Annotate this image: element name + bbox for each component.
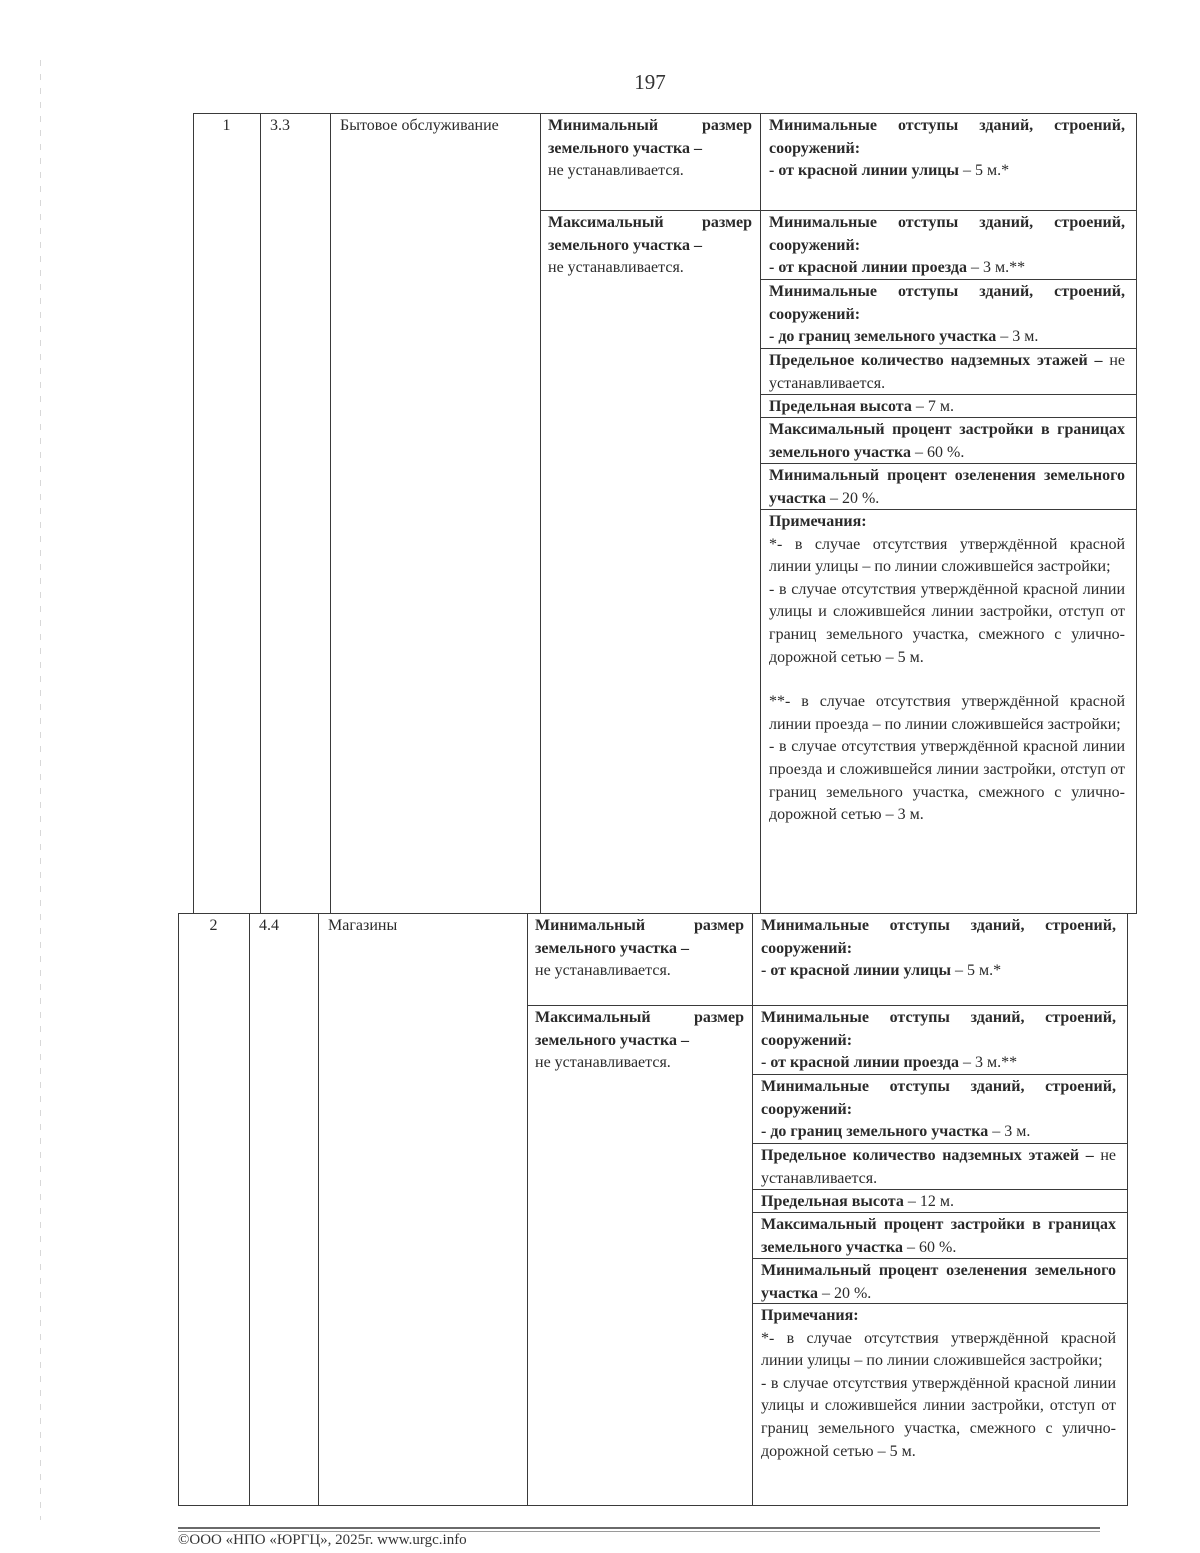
max-size-value: не устанавливается. xyxy=(535,1054,671,1072)
table-row-rule xyxy=(193,113,1137,114)
row-code-text: 4.4 xyxy=(259,917,279,934)
row-use-name-text: Магазины xyxy=(328,917,398,934)
param-value: – 60 %. xyxy=(911,443,965,461)
row-number xyxy=(182,915,245,938)
row-code-text: 3.3 xyxy=(270,117,290,134)
param-cell xyxy=(761,1191,1116,1214)
param-cell xyxy=(761,1076,1116,1144)
param-cell-rule xyxy=(752,1303,1128,1304)
param-label: Максимальный процент застройки в границах земельного участка xyxy=(769,421,1125,461)
param-value: – 60 %. xyxy=(903,1238,957,1256)
param-cell xyxy=(769,465,1125,510)
max-size-label: Максимальный размер земельного участка – xyxy=(535,1009,744,1049)
param-label: Предельная высота xyxy=(761,1193,904,1210)
param-cell xyxy=(769,115,1125,183)
param-label: Максимальный процент застройки в границах земельного участка xyxy=(761,1216,1116,1256)
footer-copyright: ©ООО «НПО «ЮРГЦ», 2025г. www.urgc.info xyxy=(178,1532,467,1548)
row-number-text: 2 xyxy=(209,917,218,934)
param-cell-rule xyxy=(752,1258,1128,1259)
param-value: не устанавливается. xyxy=(761,1147,1116,1187)
size-cell-rule xyxy=(540,210,760,211)
param-value: – 7 м. xyxy=(911,398,954,415)
min-size-label: Минимальный размер земельного участка – xyxy=(535,917,744,957)
param-label: Минимальные отступы зданий, строений, сооружений: xyxy=(761,1009,1116,1049)
row-code xyxy=(270,115,326,138)
param-label: Минимальный процент озеленения земельного участка xyxy=(769,467,1125,507)
note-paragraph: - в случае отсутствия утверждённой красной линии улицы и сложившейся линии застройки, отступ от границ земельного участка, смежного с улично-дорожной сетью – 5 м. xyxy=(769,580,1125,666)
notes-gap xyxy=(769,669,1125,691)
notes-title: Примечания: xyxy=(769,513,867,530)
row-code xyxy=(259,915,314,938)
table-column-rule xyxy=(760,113,761,913)
param-cell xyxy=(761,915,1116,983)
min-size-cell xyxy=(548,115,752,183)
param-value: – 20 %. xyxy=(817,1284,872,1302)
table-column-rule xyxy=(540,113,541,913)
table-column-rule xyxy=(178,913,179,1505)
param-cell-rule xyxy=(760,348,1137,349)
table-column-rule xyxy=(1136,113,1137,913)
param-sub: - до границ земельного участка xyxy=(769,328,997,346)
table-column-rule xyxy=(260,113,261,913)
param-sub: - от красной линии проезда xyxy=(761,1054,959,1072)
param-cell xyxy=(769,396,1125,419)
param-value: – 3 м.** xyxy=(958,1054,1018,1072)
param-value: – 3 м.** xyxy=(966,259,1026,277)
param-cell-rule xyxy=(760,417,1137,418)
table-row-rule xyxy=(178,1505,1128,1506)
max-size-cell xyxy=(535,1007,744,1075)
note-paragraph: - в случае отсутствия утверждённой красной линии проезда и сложившейся линии застройки, отступ от границ земельного участка, смежного с улично-дорожной сетью – 3 м. xyxy=(769,738,1125,824)
note-paragraph: *- в случае отсутствия утверждённой красной линии улицы – по линии сложившейся застройки; xyxy=(769,535,1125,576)
param-label: Предельное количество надземных этажей – xyxy=(769,352,1103,369)
note-paragraph: *- в случае отсутствия утверждённой красной линии улицы – по линии сложившейся застройки; xyxy=(761,1329,1116,1370)
param-cell xyxy=(769,212,1125,280)
param-value: – 5 м.* xyxy=(951,962,1002,980)
param-label: Минимальный процент озеленения земельного участка xyxy=(761,1262,1116,1302)
param-label: Минимальные отступы зданий, строений, сооружений: xyxy=(769,283,1125,323)
param-sub: - от красной линии улицы xyxy=(769,162,959,180)
param-cell-rule xyxy=(752,1074,1128,1075)
param-sub: - от красной линии улицы xyxy=(761,962,951,980)
row-number-text: 1 xyxy=(222,117,231,134)
param-label: Минимальные отступы зданий, строений, сооружений: xyxy=(761,917,1116,957)
param-value: – 3 м. xyxy=(996,328,1039,346)
footer-rule xyxy=(178,1527,1100,1529)
table-column-rule xyxy=(527,913,528,1505)
row-use-name xyxy=(328,915,517,938)
scan-margin-mark xyxy=(40,60,41,1520)
param-sub: - от красной линии проезда xyxy=(769,259,967,277)
min-size-label: Минимальный размер земельного участка – xyxy=(548,117,752,157)
param-cell-rule xyxy=(752,1005,1128,1006)
param-label: Предельная высота xyxy=(769,398,912,415)
max-size-value: не устанавливается. xyxy=(548,259,684,277)
param-cell-rule xyxy=(760,210,1137,211)
param-cell xyxy=(761,1145,1116,1190)
param-value: – 5 м.* xyxy=(959,162,1010,180)
param-cell-rule xyxy=(760,463,1137,464)
size-cell-rule xyxy=(527,1005,752,1006)
param-cell xyxy=(769,350,1125,395)
table-column-rule xyxy=(330,113,331,913)
min-size-value: не устанавливается. xyxy=(548,162,684,180)
table-column-rule xyxy=(318,913,319,1505)
table-column-rule xyxy=(1127,913,1128,1505)
row-use-name-text: Бытовое обслуживание xyxy=(340,117,499,134)
param-cell xyxy=(769,419,1125,464)
param-value: – 3 м. xyxy=(988,1123,1031,1141)
param-label: Предельное количество надземных этажей – xyxy=(761,1147,1094,1164)
note-paragraph: - в случае отсутствия утверждённой красной линии улицы и сложившейся линии застройки, отступ от границ земельного участка, смежного с улично-дорожной сетью – 5 м. xyxy=(761,1374,1116,1460)
param-cell xyxy=(761,1007,1116,1075)
param-label: Минимальные отступы зданий, строений, сооружений: xyxy=(769,117,1125,157)
param-cell xyxy=(769,281,1125,349)
param-cell-rule xyxy=(752,1143,1128,1144)
min-size-cell xyxy=(535,915,744,983)
max-size-label: Максимальный размер земельного участка – xyxy=(548,214,752,254)
row-number xyxy=(197,115,256,138)
note-paragraph: **- в случае отсутствия утверждённой красной линии проезда – по линии сложившейся застройки; xyxy=(769,693,1125,733)
param-cell-rule xyxy=(760,509,1137,510)
param-cell-rule xyxy=(760,279,1137,280)
param-cell-rule xyxy=(760,394,1137,395)
max-size-cell xyxy=(548,212,752,280)
param-value: – 12 м. xyxy=(903,1193,954,1210)
param-cell xyxy=(761,1214,1116,1259)
table-column-rule xyxy=(249,913,250,1505)
param-label: Минимальные отступы зданий, строений, сооружений: xyxy=(769,214,1125,254)
table-column-rule xyxy=(752,913,753,1505)
param-value: – 20 %. xyxy=(825,489,880,507)
param-cell-rule xyxy=(752,1212,1128,1213)
param-value: не устанавливается. xyxy=(769,352,1125,392)
table-column-rule xyxy=(193,113,194,913)
page-number: 197 xyxy=(634,70,666,94)
param-cell xyxy=(761,1260,1116,1305)
row-use-name xyxy=(340,115,530,138)
notes-cell xyxy=(761,1305,1116,1463)
notes-cell xyxy=(769,511,1125,827)
notes-title: Примечания: xyxy=(761,1307,859,1324)
table-row-rule xyxy=(178,913,1128,914)
param-cell-rule xyxy=(752,1189,1128,1190)
param-sub: - до границ земельного участка xyxy=(761,1123,989,1141)
min-size-value: не устанавливается. xyxy=(535,962,671,980)
param-label: Минимальные отступы зданий, строений, сооружений: xyxy=(761,1078,1116,1118)
